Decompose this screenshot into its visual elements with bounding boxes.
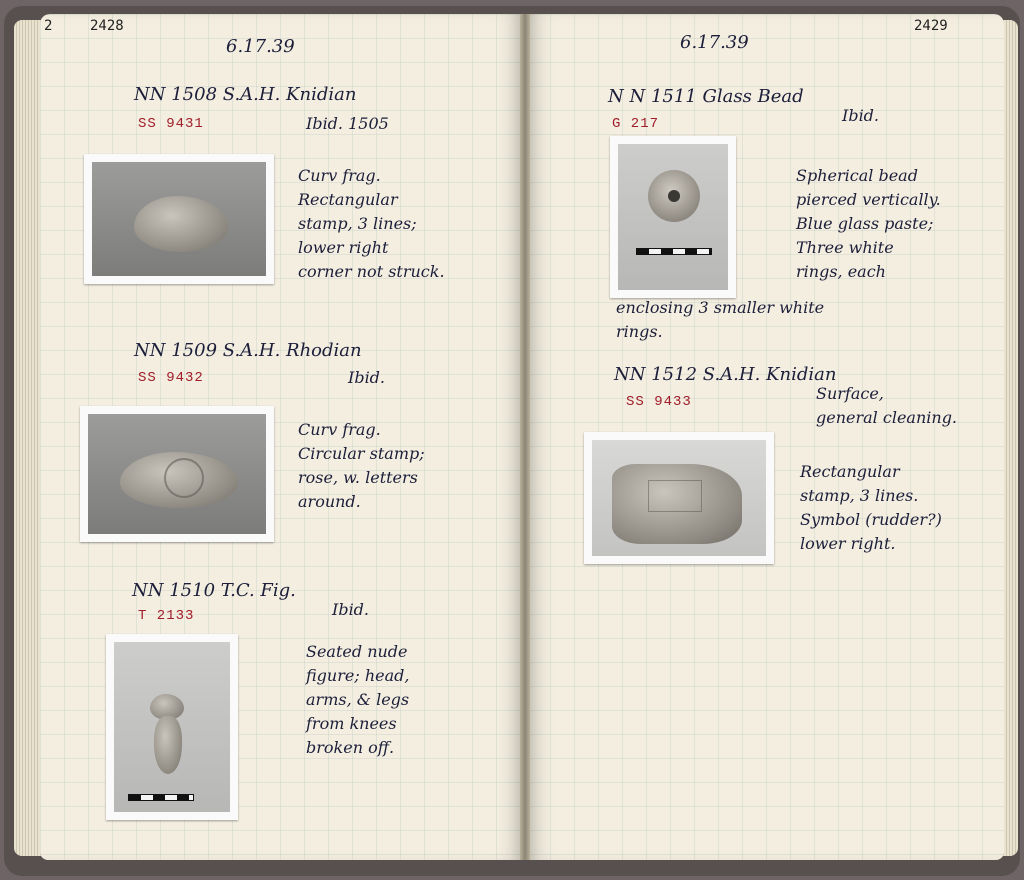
photo-image (114, 642, 230, 812)
entry-description: Curv frag. Rectangular stamp, 3 lines; lower right corner not struck. (298, 166, 445, 281)
rectangular-stamp-mark (648, 480, 702, 512)
right-page (526, 14, 1004, 860)
registration-number: SS 9431 (138, 116, 204, 132)
artifact-photo (80, 406, 274, 542)
photo-image (592, 440, 766, 556)
registration-number: SS 9433 (626, 394, 692, 410)
entry-description: Spherical bead pierced vertically. Blue glass paste; Three white rings, each (796, 166, 941, 281)
findspot-reference: Ibid. 1505 (306, 114, 389, 133)
entry-description-continued: enclosing 3 smaller white rings. (616, 298, 825, 341)
findspot-reference: Surface, general cleaning. (816, 384, 958, 427)
amphora-handle-fragment (134, 196, 228, 252)
findspot-reference: Ibid. (332, 600, 370, 619)
artifact-photo (610, 136, 736, 298)
artifact-photo (584, 432, 774, 564)
photo-scale-bar (636, 248, 712, 255)
page-date: 6.17.39 (226, 36, 295, 57)
catalog-entry-title: NN 1508 S.A.H. Knidian (134, 84, 357, 105)
artifact-photo (106, 634, 238, 820)
findspot-reference: Ibid. (348, 368, 386, 387)
catalog-entry-title: N N 1511 Glass Bead (608, 86, 804, 107)
circular-stamp-mark (164, 458, 204, 498)
photo-image (618, 144, 728, 290)
bead-piercing (668, 190, 680, 202)
catalog-entry-title: NN 1509 S.A.H. Rhodian (134, 340, 362, 361)
figurine-body (154, 716, 182, 774)
findspot-reference: Ibid. (842, 106, 880, 125)
page-number: 2428 (90, 18, 124, 34)
catalog-entry-title: NN 1512 S.A.H. Knidian (614, 364, 837, 385)
book-gutter (520, 14, 530, 860)
page-date: 6.17.39 (680, 32, 749, 53)
page-number: 2429 (914, 18, 948, 34)
left-page (40, 14, 524, 860)
artifact-photo (84, 154, 274, 284)
photo-image (88, 414, 266, 534)
glass-bead (648, 170, 700, 222)
registration-number: G 217 (612, 116, 660, 132)
page-corner-number: 2 (44, 18, 53, 34)
entry-description: Rectangular stamp, 3 lines. Symbol (rudder?) lower right. (800, 462, 942, 553)
registration-number: T 2133 (138, 608, 195, 624)
photo-scale-bar (128, 794, 194, 801)
photo-image (92, 162, 266, 276)
entry-description: Seated nude figure; head, arms, & legs from knees broken off. (306, 642, 410, 757)
registration-number: SS 9432 (138, 370, 204, 386)
catalog-entry-title: NN 1510 T.C. Fig. (132, 580, 296, 601)
entry-description: Curv frag. Circular stamp; rose, w. letters around. (298, 420, 425, 511)
